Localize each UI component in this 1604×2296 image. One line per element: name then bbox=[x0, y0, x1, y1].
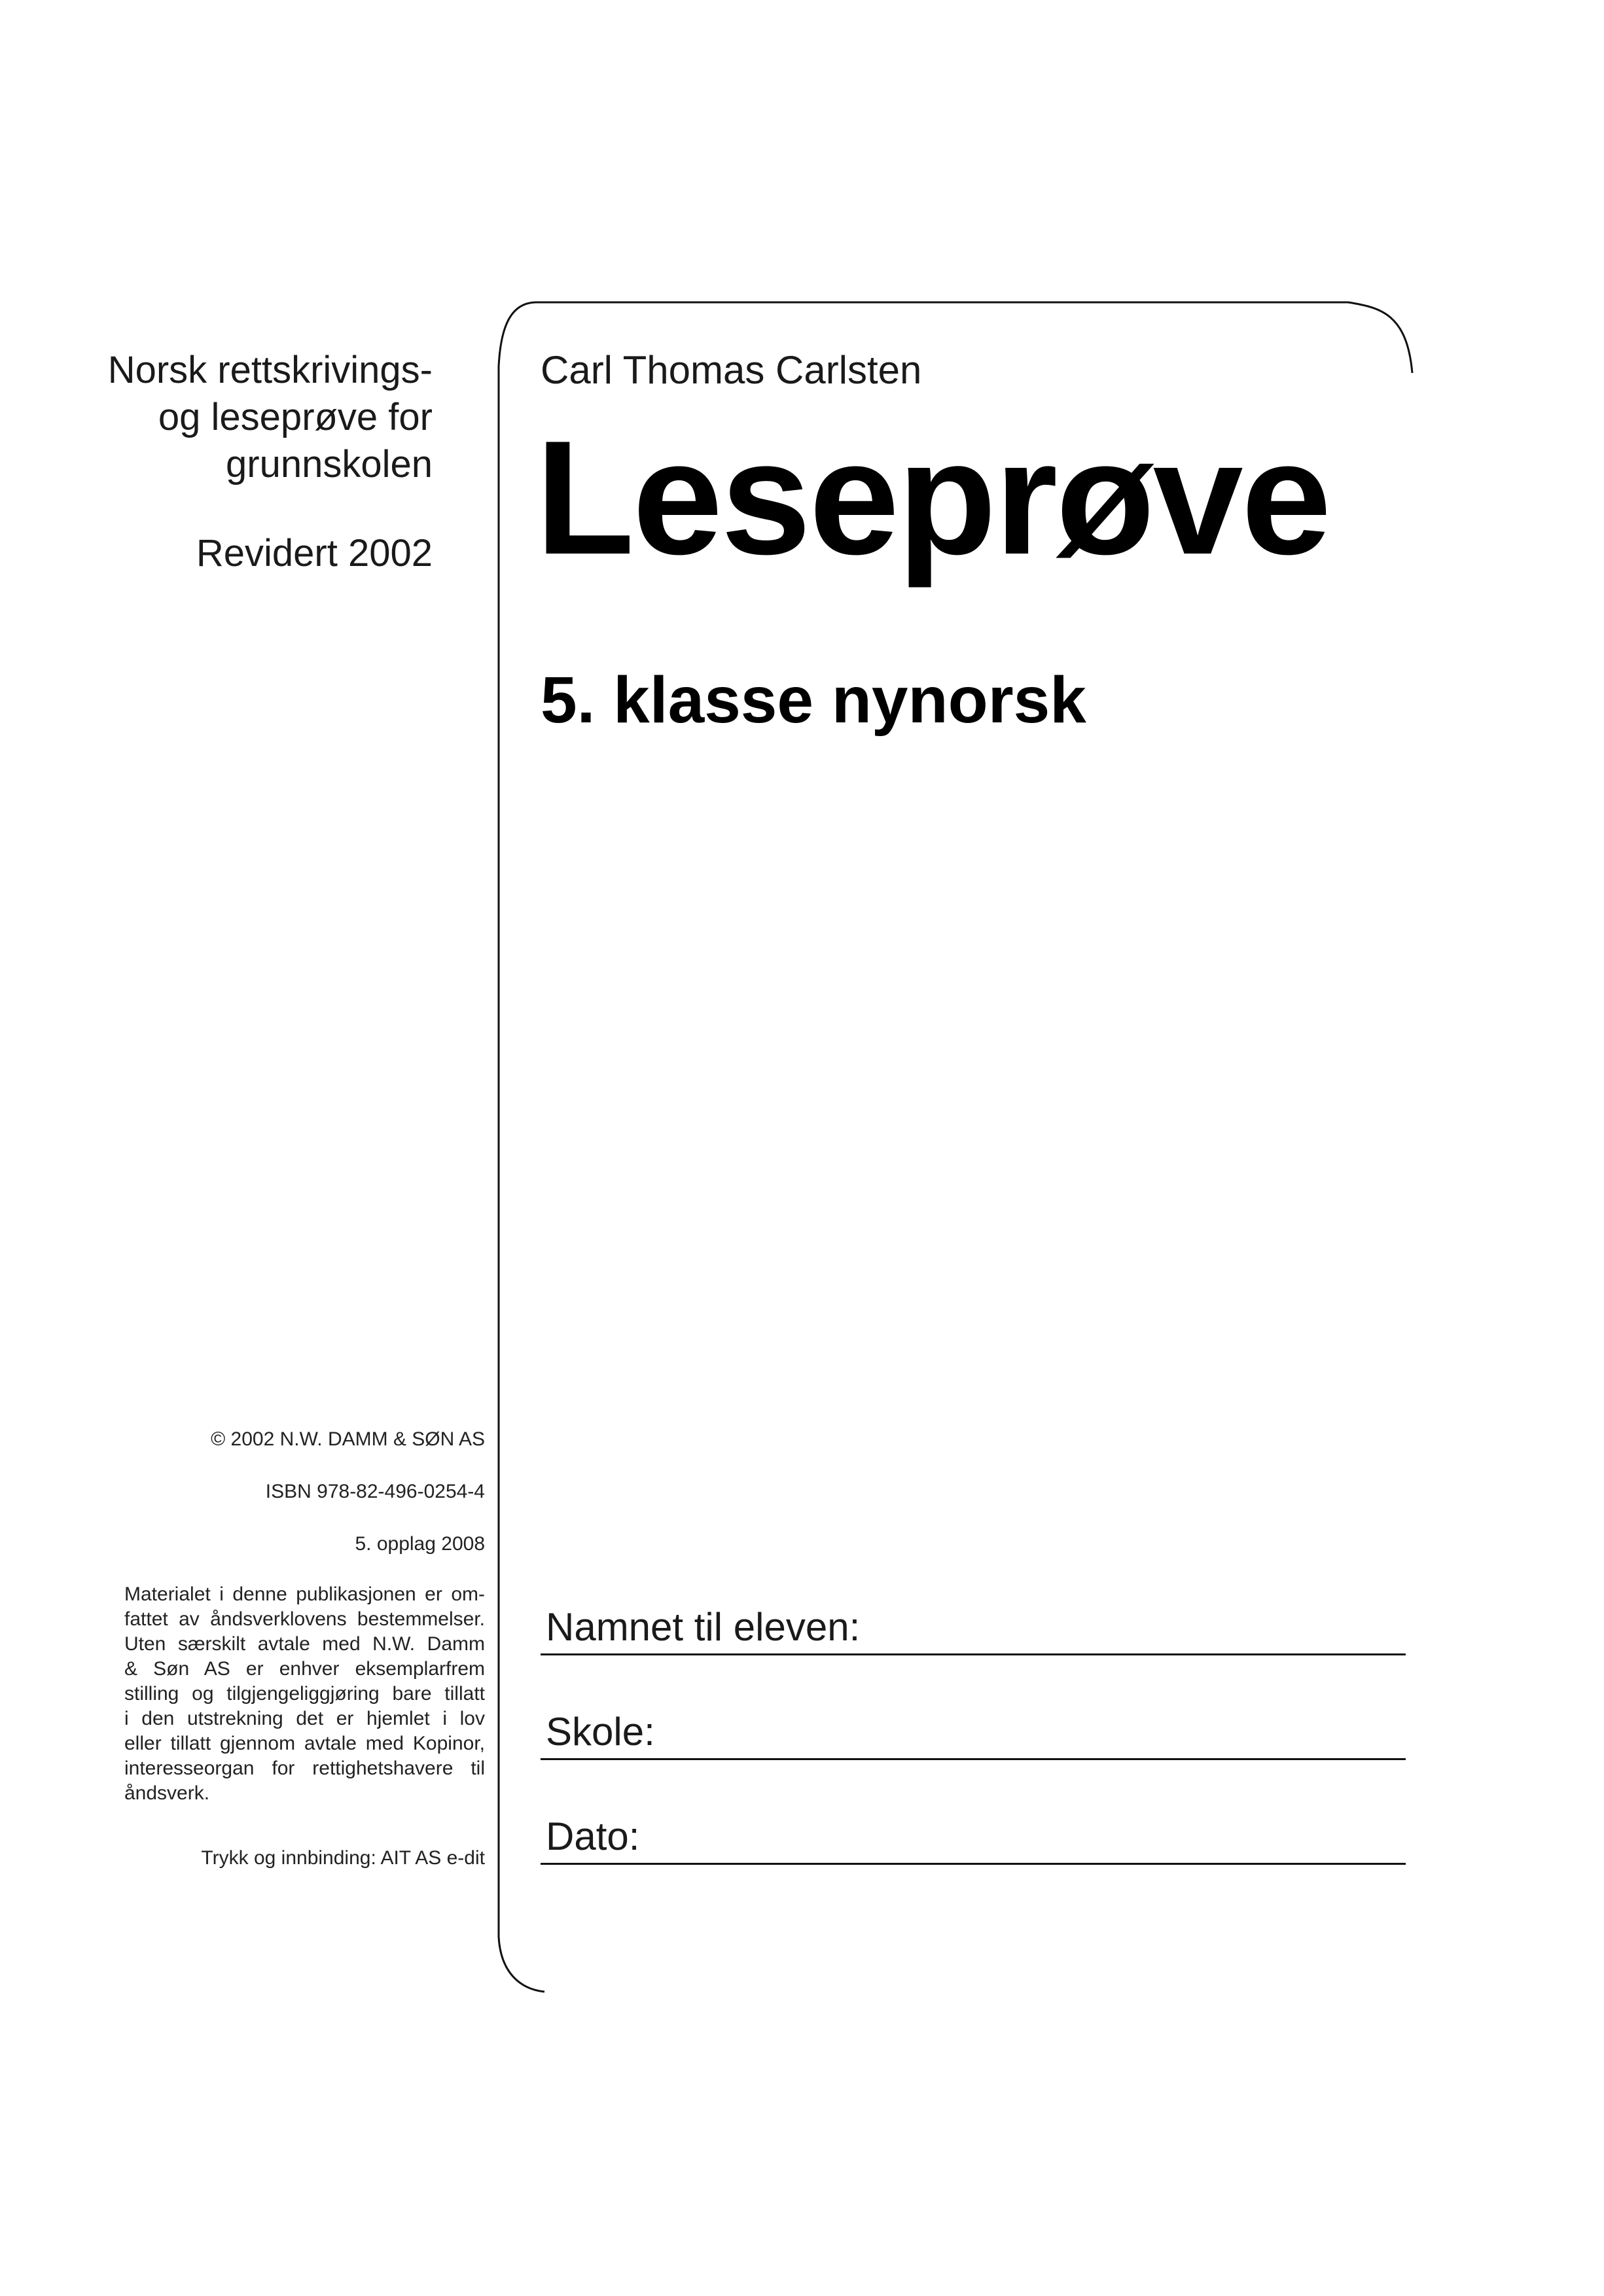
legal-line: fattet av åndsverklovens bestemmelser. bbox=[124, 1608, 485, 1630]
legal-line: åndsverk. bbox=[124, 1782, 210, 1804]
legal-line: Materialet i denne publikasjonen er om- bbox=[124, 1583, 485, 1605]
legal-line: stilling og tilgjengeliggjøring bare tillatt bbox=[124, 1683, 485, 1704]
legal-line: interesseorgan for rettighetshavere til bbox=[124, 1757, 485, 1779]
isbn: ISBN 978-82-496-0254-4 bbox=[265, 1481, 485, 1502]
student-name-label: Namnet til eleven: bbox=[546, 1605, 861, 1649]
series-title-line: og leseprøve for bbox=[158, 396, 433, 438]
grade-subtitle: 5. klasse nynorsk bbox=[541, 663, 1086, 737]
student-name-line bbox=[541, 1653, 1406, 1655]
date-label: Dato: bbox=[546, 1814, 640, 1858]
legal-line: Uten særskilt avtale med N.W. Damm bbox=[124, 1633, 485, 1655]
date-field[interactable] bbox=[541, 1806, 1406, 1865]
series-title bbox=[108, 347, 433, 488]
legal-line: & Søn AS er enhver eksemplarfrem bbox=[124, 1658, 485, 1680]
series-title-line: grunnskolen bbox=[226, 443, 433, 486]
print-info: Trykk og innbinding: AIT AS e-dit bbox=[201, 1847, 485, 1869]
author-name: Carl Thomas Carlsten bbox=[541, 348, 922, 392]
legal-line: i den utstrekning det er hjemlet i lov bbox=[124, 1708, 485, 1729]
revised-year: Revidert 2002 bbox=[196, 532, 433, 574]
school-field[interactable] bbox=[541, 1701, 1406, 1760]
school-label: Skole: bbox=[546, 1710, 655, 1754]
student-name-field[interactable] bbox=[541, 1597, 1406, 1655]
printing-edition: 5. opplag 2008 bbox=[355, 1533, 485, 1555]
series-title-line: Norsk rettskrivings- bbox=[107, 349, 433, 391]
legal-notice bbox=[124, 1582, 485, 1806]
school-line bbox=[541, 1758, 1406, 1760]
date-line bbox=[541, 1863, 1406, 1865]
copyright-notice: © 2002 N.W. DAMM & SØN AS bbox=[211, 1428, 485, 1450]
page-title: Leseprøve bbox=[535, 406, 1330, 588]
legal-line: eller tillatt gjennom avtale med Kopinor, bbox=[124, 1733, 485, 1754]
